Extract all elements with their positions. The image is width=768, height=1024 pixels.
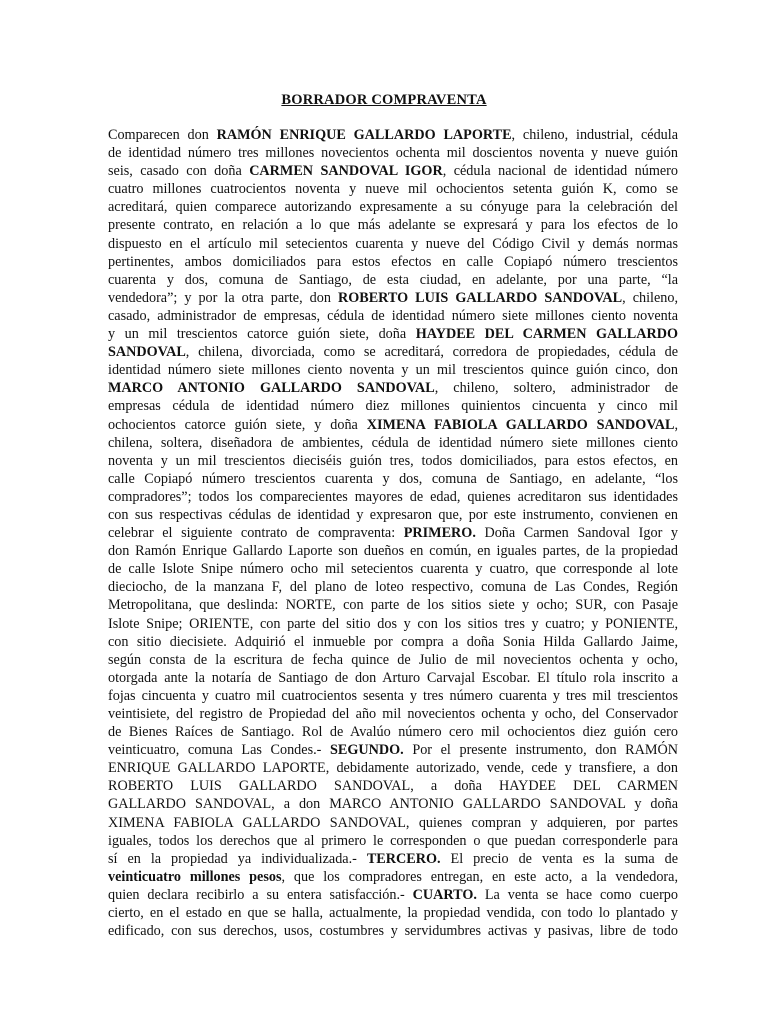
text-segment: La venta se hace como cuerpo xyxy=(476,886,678,903)
text-line xyxy=(108,578,678,596)
bold-text: PRIMERO. xyxy=(403,525,476,542)
text-segment: don Ramón Enrique Gallardo Laporte son dueños en común, en iguales partes, de la propiedad xyxy=(108,543,678,560)
text-segment: pertinentes, ambos domiciliados para estos efectos en calle Copiapó número trescientos xyxy=(108,253,678,270)
text-line xyxy=(108,560,678,578)
text-segment: cuatro millones cuatrocientos noventa y nueve mil ochocientos setenta guión K, como se xyxy=(108,181,678,198)
text-segment: , chilena, divorciada, como se acreditará, corredora de propiedades, cédula de xyxy=(185,344,678,361)
text-line xyxy=(108,361,678,379)
text-line xyxy=(108,506,678,524)
text-line xyxy=(108,904,678,922)
text-segment: y un mil trescientos catorce guión siete, doña xyxy=(108,326,416,343)
text-segment: dispuesto en el artículo mil setecientos cuarenta y nueve del Código Civil y demás normas xyxy=(108,235,678,252)
text-segment: , que los compradores entregan, en este acto, a la vendedora, xyxy=(281,868,678,885)
text-segment: casado, administrador de empresas, cédula de identidad número siete millones ciento noventa xyxy=(108,307,678,324)
text-segment: otorgada ante la notaría de Santiago de don Arturo Carvajal Escobar. El título rola inscrito a xyxy=(108,669,678,686)
text-line xyxy=(108,633,678,651)
text-segment: iguales, todos los derechos que al primero le corresponden o que puedan corresponderle para xyxy=(108,832,678,849)
text-segment: vendedora”; y por la otra parte, don xyxy=(108,289,338,306)
text-line xyxy=(108,886,678,904)
text-line xyxy=(108,307,678,325)
text-line xyxy=(108,795,678,813)
text-segment: , chileno, soltero, administrador de xyxy=(434,380,678,397)
text-line xyxy=(108,524,678,542)
text-segment: veintisiete, del registro de Propiedad del año mil novecientos ochenta y ocho, del Conservador xyxy=(108,706,678,722)
text-line xyxy=(108,741,678,759)
text-line xyxy=(108,162,678,180)
text-segment: identidad número siete millones ciento noventa y un mil trescientos quince guión cinco, don xyxy=(108,362,678,379)
text-segment: fojas cincuenta y cuatro mil cuatrocientos sesenta y tres número cuarenta y tres mil trescientos xyxy=(108,687,678,704)
text-line xyxy=(108,271,678,289)
text-segment: de Bienes Raíces de Santiago. Rol de Avalúo número cero mil ochocientos diez guión cero xyxy=(108,724,678,741)
text-segment: edificado, con sus derechos, usos, costumbres y servidumbres activas y pasivas, libre de todo xyxy=(108,923,678,940)
text-segment: , xyxy=(674,416,678,433)
text-segment: presente contrato, en relación a lo que más adelante se expresará y para los efectos de lo xyxy=(108,217,678,234)
text-line xyxy=(108,832,678,850)
bold-text: RAMÓN ENRIQUE GALLARDO LAPORTE xyxy=(216,127,512,143)
text-line xyxy=(108,289,678,307)
text-line xyxy=(108,180,678,198)
text-segment: de identidad número tres millones novecientos ochenta mil doscientos noventa y nueve guión xyxy=(108,145,678,162)
text-segment: XIMENA FABIOLA GALLARDO SANDOVAL, quienes compran y adquieren, por partes xyxy=(108,814,678,831)
text-line xyxy=(108,379,678,397)
text-segment: veinticuatro, comuna Las Condes.- xyxy=(108,742,330,759)
text-segment: celebrar el siguiente contrato de compraventa: xyxy=(108,525,404,542)
bold-text: TERCERO. xyxy=(366,850,441,867)
text-segment: dieciocho, de la manzana F, del plano de loteo respectivo, comuna de Las Condes, Región xyxy=(108,579,678,596)
text-segment: Doña Carmen Sandoval Igor y xyxy=(475,525,678,542)
text-segment: Por el presente instrumento, don RAMÓN xyxy=(403,742,678,759)
text-segment: cuarenta y dos, comuna de Santiago, de esta ciudad, en adelante, por una parte, “la xyxy=(108,271,678,288)
text-segment: chilena, soltera, diseñadora de ambientes, cédula de identidad número siete millones ciento xyxy=(108,434,678,451)
text-segment: ochocientos catorce guión siete, y doña xyxy=(108,416,367,433)
text-segment: seis, casado con doña xyxy=(108,163,250,180)
text-line xyxy=(108,651,678,669)
text-line xyxy=(108,416,678,434)
bold-text: CARMEN SANDOVAL IGOR xyxy=(249,163,443,180)
text-line xyxy=(108,397,678,415)
bold-text: SEGUNDO. xyxy=(329,742,404,759)
text-line xyxy=(108,144,678,162)
text-segment: cierto, en el estado en que se halla, actualmente, la propiedad vendida, con todo lo plantado y xyxy=(108,905,678,922)
text-line xyxy=(108,777,678,795)
text-line xyxy=(108,596,678,614)
text-line xyxy=(108,253,678,271)
text-line xyxy=(108,343,678,361)
text-line xyxy=(108,325,678,343)
text-line xyxy=(108,470,678,488)
text-segment: de calle Islote Snipe número ocho mil setecientos cuarenta y cuatro, que corresponde al lote xyxy=(108,561,678,578)
text-line xyxy=(108,850,678,868)
text-segment: con sus respectivas cédulas de identidad y expresaron que, por este instrumento, convienen en xyxy=(108,506,678,523)
bold-text: XIMENA FABIOLA GALLARDO SANDOVAL xyxy=(366,416,675,433)
text-line xyxy=(108,705,678,723)
text-line xyxy=(108,687,678,705)
text-segment: acreditará, quien comparece autorizando expresamente a su cónyuge para la celebración del xyxy=(108,199,678,216)
text-line xyxy=(108,452,678,470)
text-segment: El precio de venta es la suma de xyxy=(440,850,678,867)
bold-text: ROBERTO LUIS GALLARDO SANDOVAL xyxy=(337,289,623,306)
text-segment: , chileno, xyxy=(622,289,678,306)
text-line xyxy=(108,235,678,253)
text-line xyxy=(108,922,678,940)
text-line xyxy=(108,868,678,886)
text-line xyxy=(108,126,678,144)
text-line xyxy=(108,434,678,452)
text-segment: según consta de la escritura de fecha quince de Julio de mil novecientos ochenta y ocho, xyxy=(108,651,678,668)
text-line xyxy=(108,216,678,234)
text-segment: , chileno, industrial, cédula xyxy=(511,127,678,143)
text-segment: sí en la propiedad ya individualizada.- xyxy=(108,850,367,867)
bold-text: SANDOVAL xyxy=(108,344,186,361)
text-segment: Islote Snipe; ORIENTE, con parte del sitio dos y con los sitios tres y cuatro; y PONIENTE, xyxy=(108,615,678,632)
text-segment: compradores”; todos los comparecientes mayores de edad, quienes acreditaron sus identidades xyxy=(108,488,678,505)
document-title: BORRADOR COMPRAVENTA xyxy=(281,92,487,108)
text-segment: ENRIQUE GALLARDO LAPORTE, debidamente autorizado, vende, cede y transfiere, a don xyxy=(108,760,678,777)
text-segment: calle Copiapó número trescientos cuarenta y dos, comuna de Santiago, en adelante, “los xyxy=(108,470,678,487)
document-body xyxy=(108,126,678,940)
text-segment: GALLARDO SANDOVAL, a don MARCO ANTONIO GALLARDO SANDOVAL y doña xyxy=(108,796,678,813)
text-segment: Comparecen don xyxy=(108,127,217,143)
text-segment: noventa y un mil trescientos dieciséis guión tres, todos domiciliados, para estos efectos, en xyxy=(108,452,678,469)
text-segment: empresas cédula de identidad número diez millones quinientos cincuenta y cinco mil xyxy=(108,398,678,415)
text-line xyxy=(108,669,678,687)
text-line xyxy=(108,615,678,633)
text-line xyxy=(108,198,678,216)
text-line xyxy=(108,759,678,777)
text-segment: ROBERTO LUIS GALLARDO SANDOVAL, a doña HAYDEE DEL CARMEN xyxy=(108,778,678,795)
text-line xyxy=(108,542,678,560)
text-segment: con sitio diecisiete. Adquirió el inmueble por compra a doña Sonia Hilda Gallardo Jaime, xyxy=(108,633,678,650)
bold-text: veinticuatro millones pesos xyxy=(108,868,282,885)
text-segment: , cédula nacional de identidad número xyxy=(442,163,678,180)
bold-text: CUARTO. xyxy=(412,886,477,903)
bold-text: HAYDEE DEL CARMEN GALLARDO xyxy=(415,326,678,343)
bold-text: MARCO ANTONIO GALLARDO SANDOVAL xyxy=(108,380,435,397)
text-segment: Metropolitana, que deslinda: NORTE, con parte de los sitios siete y ocho; SUR, con Pasaje xyxy=(108,597,678,614)
text-segment: quien declara recibirlo a su entera satisfacción.- xyxy=(108,886,413,903)
text-line xyxy=(108,488,678,506)
text-line xyxy=(108,723,678,741)
text-line xyxy=(108,814,678,832)
